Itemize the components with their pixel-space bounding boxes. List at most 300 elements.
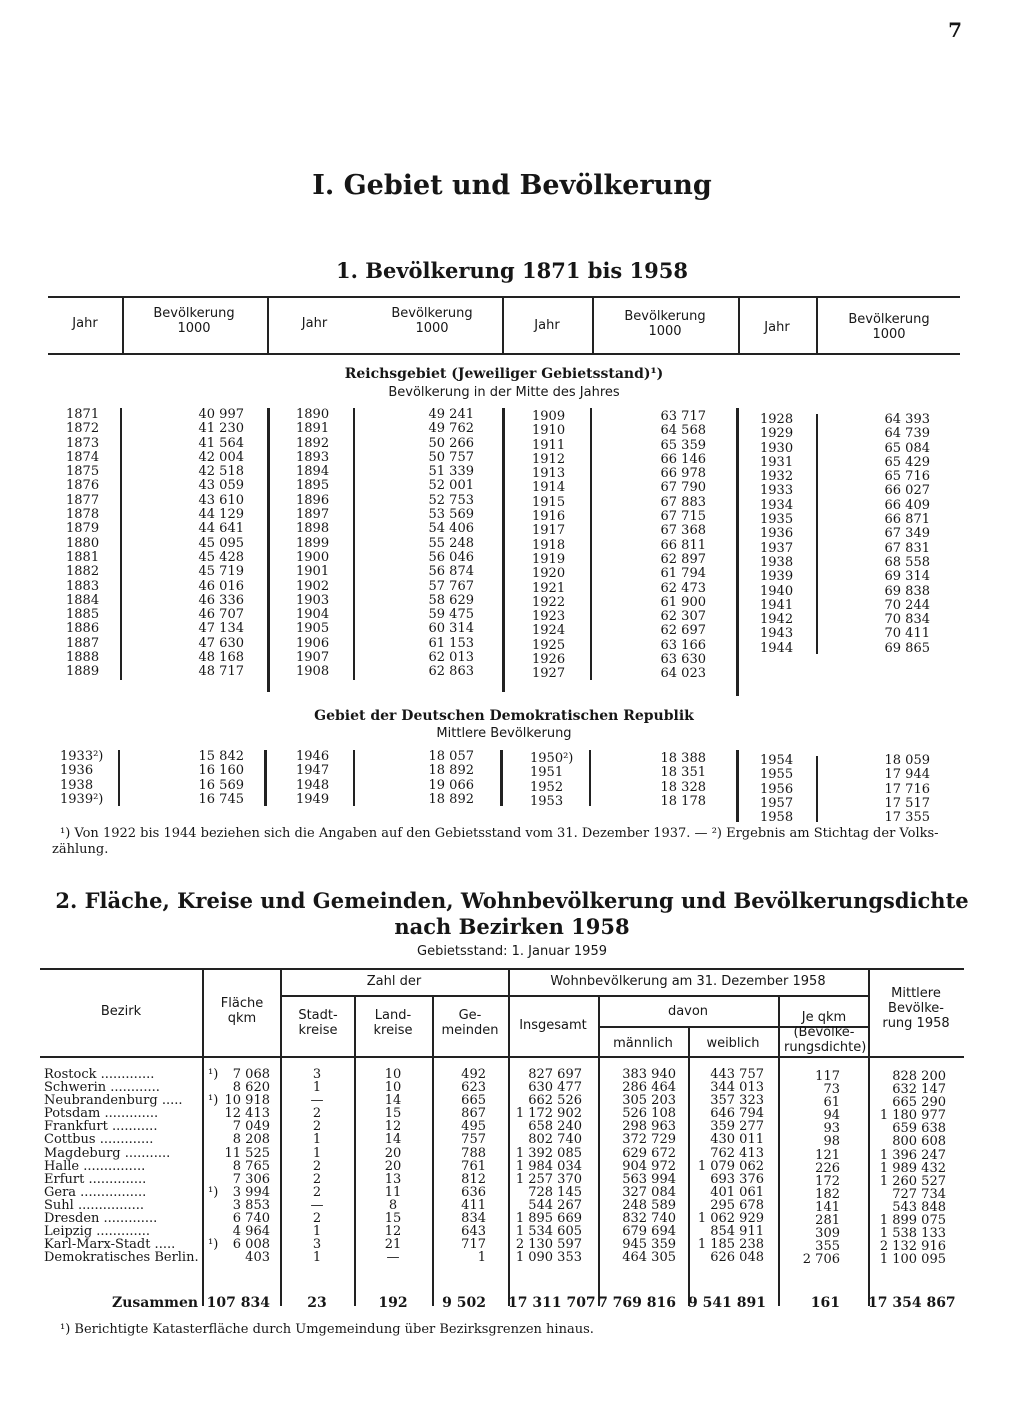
year-cell: 1875 [66,464,100,480]
bezirk-cell: Gera ................ [44,1184,147,1200]
footnote-mark: ¹) [208,1237,219,1253]
weiblich-cell: 357 323 [710,1093,764,1109]
weiblich-cell: 626 048 [710,1250,764,1266]
value-cell: 41 230 [198,421,244,437]
weiblich-cell: 1 079 062 [697,1158,764,1174]
year-cell: 1942 [760,612,794,628]
insgesamt-cell: 1 984 034 [515,1158,582,1174]
col-header-jahr: Jahr [301,316,328,331]
ddr-years-col-4 [760,754,793,825]
year-cell: 1912 [532,451,566,467]
value-cell: 16 160 [198,763,244,779]
stadtkreise-col [280,1068,354,1264]
stadtkreise-cell: 1 [312,1250,322,1266]
year-cell: 1947 [296,763,330,779]
year-cell: 1915 [532,494,566,510]
col-header-je-qkm: Je qkm (Bevölke- rungsdichte) [784,1010,867,1055]
value-cell: 67 831 [884,540,930,556]
gemeinden-cell: 492 [461,1067,486,1082]
table1-title: 1. Bevölkerung 1871 bis 1958 [335,258,689,283]
total-landkreise: 192 [378,1295,408,1311]
dichte-col [778,1070,840,1266]
wohnbev-rule [508,995,868,997]
bezirk-cell: Leipzig ............. [44,1224,150,1240]
maennlich-cell: 832 740 [622,1211,676,1227]
landkreise-cell: 14 [384,1093,402,1109]
dichte-cell: 309 [815,1226,840,1242]
mittlere-cell: 727 734 [892,1186,946,1202]
footnote-mark: ¹) [208,1093,219,1109]
year-cell: 1885 [66,607,100,623]
value-cell: 57 767 [428,578,474,594]
total-weiblich: 9 541 891 [688,1295,766,1311]
mittlere-bevoelkerung-col [868,1070,946,1266]
landkreise-cell: 15 [384,1106,402,1122]
landkreise-cell: 11 [384,1184,402,1200]
stadtkreise-cell: 2 [312,1106,322,1122]
value-cell: 46 707 [198,607,244,623]
ddr-values-col-3 [608,752,706,809]
year-cell: 1881 [66,549,100,565]
insgesamt-cell: 1 534 605 [515,1224,582,1240]
footnote-line: zählung. [52,842,109,857]
body-divider [353,750,355,806]
insgesamt-cell: 544 267 [528,1197,582,1213]
reich-years-col-3 [532,410,565,682]
value-cell: 17 355 [884,810,930,826]
insgesamt-cell: 630 477 [528,1080,582,1096]
body-group-divider [736,750,739,822]
year-cell: 1938 [760,554,794,570]
gemeinden-cell: 788 [461,1145,486,1161]
flaeche-cell: 8 208 [232,1132,270,1148]
col-header-insgesamt: Insgesamt [519,1018,587,1033]
value-cell: 18 351 [660,765,706,781]
flaeche-cell: 7 068 [232,1067,270,1082]
value-cell: 64 739 [884,426,930,442]
col-header-wohnbevoelkerung: Wohnbevölkerung am 31. Dezember 1958 [550,974,826,989]
value-cell: 56 046 [428,549,474,565]
year-cell: 1905 [296,621,330,637]
maennlich-cell: 945 359 [622,1237,676,1253]
year-cell: 1903 [296,592,330,608]
value-cell: 67 883 [660,494,706,510]
maennlich-cell: 298 963 [622,1119,676,1135]
year-cell: 1950²) [530,751,574,766]
gemeinden-cell: 867 [461,1106,486,1122]
mittlere-cell: 1 260 527 [879,1173,946,1189]
value-cell: 47 630 [198,635,244,651]
year-cell: 1938 [60,777,94,793]
mittlere-cell: 828 200 [892,1069,946,1084]
stadtkreise-cell: 1 [312,1145,322,1161]
weiblich-cell: 344 013 [710,1080,764,1096]
body-divider [120,408,122,680]
value-cell: 62 473 [660,580,706,596]
bezirk-col [44,1068,199,1264]
body-divider [816,756,818,822]
year-cell: 1931 [760,454,794,470]
value-cell: 66 811 [660,537,706,553]
year-cell: 1955 [760,767,794,783]
total-insgesamt: 17 311 707 [508,1295,596,1311]
year-cell: 1958 [760,810,794,826]
year-cell: 1932 [760,469,794,485]
weiblich-cell: 443 757 [710,1067,764,1082]
col-header-gemeinden: Ge- meinden [441,1008,499,1038]
weiblich-cell: 401 061 [710,1184,764,1200]
landkreise-cell: 20 [384,1158,402,1174]
bezirk-cell: Suhl ................ [44,1197,145,1213]
table-top-rule [48,296,960,298]
year-cell: 1925 [532,637,566,653]
col-header-jahr: Jahr [534,318,560,333]
value-cell: 45 719 [198,564,244,580]
value-cell: 18 388 [660,751,706,766]
body-group-divider [500,750,503,806]
value-cell: 18 328 [660,779,706,795]
landkreise-cell: 10 [384,1067,402,1082]
year-cell: 1929 [760,426,794,442]
value-cell: 65 429 [884,454,930,470]
bezirke-table [40,968,964,1318]
landkreise-cell: 12 [384,1224,402,1240]
year-cell: 1900 [296,549,330,565]
value-cell: 61 794 [660,566,706,582]
flaeche-col [212,1068,270,1264]
maennlich-cell: 464 305 [622,1250,676,1266]
flaeche-cell: 8 620 [232,1080,270,1096]
year-cell: 1921 [532,580,566,596]
year-cell: 1939 [760,569,794,585]
total-mittlere: 17 354 867 [868,1295,956,1311]
year-cell: 1891 [296,421,330,437]
stadtkreise-cell: 2 [312,1158,322,1174]
dichte-cell: 117 [815,1069,840,1084]
value-cell: 19 066 [428,777,474,793]
value-cell: 55 248 [428,535,474,551]
year-cell: 1896 [296,492,330,508]
gemeinden-cell: 1 [477,1250,486,1266]
mittlere-cell: 665 290 [892,1095,946,1111]
year-cell: 1920 [532,566,566,582]
insgesamt-cell: 1 392 085 [515,1145,582,1161]
population-table-1871-1958 [48,296,960,826]
value-cell: 65 716 [884,469,930,485]
value-cell: 48 168 [198,650,244,666]
header-divider [122,296,124,353]
section-reichsgebiet: Reichsgebiet (Jeweiliger Gebietsstand)¹) [344,366,664,382]
insgesamt-cell: 1 172 902 [515,1106,582,1122]
year-cell: 1914 [532,480,566,496]
gemeinden-cell: 623 [461,1080,486,1096]
body-group-divider [736,408,739,696]
value-cell: 67 368 [660,523,706,539]
gemeinden-cell: 495 [461,1119,486,1135]
value-cell: 67 349 [884,526,930,542]
bezirk-cell: Neubrandenburg ..... [44,1093,183,1109]
ddr-values-col-1 [144,750,244,807]
weiblich-cell: 295 678 [710,1197,764,1213]
ddr-values-col-4 [834,754,930,825]
value-cell: 68 558 [884,554,930,570]
value-cell: 18 059 [884,753,930,768]
year-cell: 1936 [760,526,794,542]
year-cell: 1941 [760,597,794,613]
page-number: 7 [948,18,962,42]
total-label: Zusammen [112,1295,199,1311]
value-cell: 45 095 [198,535,244,551]
year-cell: 1940 [760,583,794,599]
value-cell: 53 569 [428,507,474,523]
ddr-years-col-2 [296,750,329,807]
year-cell: 1890 [296,407,330,422]
year-cell: 1887 [66,635,100,651]
mittlere-cell: 1 538 133 [879,1226,946,1242]
reich-years-col-2 [296,408,329,680]
year-cell: 1951 [530,765,564,781]
col-divider [202,968,204,1306]
year-cell: 1934 [760,497,794,513]
value-cell: 17 716 [884,781,930,797]
maennlich-cell: 327 084 [622,1184,676,1200]
value-cell: 56 874 [428,564,474,580]
bezirk-cell: Potsdam ............. [44,1106,159,1122]
year-cell: 1937 [760,540,794,556]
col-header-mittlere-bevoelkerung: Mittlere Bevölke- rung 1958 [882,986,950,1031]
dichte-cell: 355 [815,1239,840,1255]
gemeinden-cell: 717 [461,1237,486,1253]
weiblich-cell: 646 794 [710,1106,764,1122]
value-cell: 62 897 [660,551,706,567]
stadtkreise-cell: 3 [312,1067,322,1082]
value-cell: 44 641 [198,521,244,537]
value-cell: 67 790 [660,480,706,496]
year-cell: 1953 [530,793,564,809]
year-cell: 1901 [296,564,330,580]
year-cell: 1913 [532,466,566,482]
stadtkreise-cell: 2 [312,1119,322,1135]
value-cell: 41 564 [198,435,244,451]
year-cell: 1872 [66,421,100,437]
col-header-bevoelkerung: Bevölkerung 1000 [848,312,930,342]
dichte-cell: 141 [815,1199,840,1215]
value-cell: 60 314 [428,621,474,637]
year-cell: 1886 [66,621,100,637]
ddr-values-col-2 [372,750,474,807]
value-cell: 44 129 [198,507,244,523]
flaeche-cell: 7 049 [232,1119,270,1135]
weiblich-cell: 1 062 929 [697,1211,764,1227]
value-cell: 47 134 [198,621,244,637]
year-cell: 1880 [66,535,100,551]
value-cell: 43 059 [198,478,244,494]
bezirk-cell: Frankfurt ........... [44,1119,158,1135]
col-header-bevoelkerung: Bevölkerung 1000 [391,306,473,336]
bezirk-cell: Halle ............... [44,1158,146,1174]
value-cell: 63 717 [660,409,706,424]
maennlich-cell: 904 972 [622,1158,676,1174]
stadtkreise-cell: — [310,1197,324,1213]
year-cell: 1911 [532,437,566,453]
year-cell: 1924 [532,623,566,639]
stadtkreise-cell: 1 [312,1132,322,1148]
value-cell: 15 842 [198,749,244,764]
value-cell: 18 178 [660,793,706,809]
value-cell: 46 016 [198,578,244,594]
insgesamt-cell: 1 090 353 [515,1250,582,1266]
ddr-years-col-1 [60,750,103,807]
year-cell: 1946 [296,749,330,764]
mittlere-cell: 543 848 [892,1199,946,1215]
year-cell: 1910 [532,423,566,439]
col-header-landkreise: Land- kreise [373,1008,413,1038]
stadtkreise-cell: 1 [312,1080,322,1096]
reich-years-col-4 [760,413,793,656]
mittlere-cell: 2 132 916 [879,1239,946,1255]
value-cell: 62 013 [428,650,474,666]
dichte-cell: 182 [815,1186,840,1202]
maennlich-cell: 563 994 [622,1171,676,1187]
maennlich-cell: 629 672 [622,1145,676,1161]
col-header-bevoelkerung: Bevölkerung 1000 [624,309,706,339]
chapter-title: I. Gebiet und Bevölkerung [312,170,712,201]
flaeche-cell: 6 008 [232,1237,270,1253]
bezirk-cell: Schwerin ............ [44,1080,160,1096]
value-cell: 16 745 [198,791,244,807]
landkreise-cell: 8 [388,1197,398,1213]
value-cell: 18 892 [428,791,474,807]
mittlere-cell: 659 638 [892,1121,946,1137]
mittlere-cell: 1 989 432 [879,1160,946,1176]
year-cell: 1894 [296,464,330,480]
year-cell: 1917 [532,523,566,539]
table1-footnote [52,826,964,858]
body-group-divider [267,408,270,692]
value-cell: 16 569 [198,777,244,793]
year-cell: 1933²) [60,749,104,764]
value-cell: 46 336 [198,592,244,608]
body-group-divider [502,408,505,692]
col-header-jahr: Jahr [764,320,790,335]
landkreise-cell: 13 [384,1171,402,1187]
year-cell: 1916 [532,509,566,525]
value-cell: 64 393 [884,412,930,427]
section-reichsgebiet-subtitle: Bevölkerung in der Mitte des Jahres [388,385,620,400]
gemeinden-cell: 834 [461,1211,486,1227]
year-cell: 1899 [296,535,330,551]
value-cell: 70 244 [884,597,930,613]
value-cell: 65 359 [660,437,706,453]
value-cell: 52 001 [428,478,474,494]
body-divider [589,750,591,806]
flaeche-cell: 4 964 [232,1224,270,1240]
col-header-stadtkreise: Stadt- kreise [298,1008,338,1038]
year-cell: 1893 [296,449,330,465]
weiblich-cell: 762 413 [710,1145,764,1161]
insgesamt-cell: 827 697 [528,1067,582,1082]
col-header-bevoelkerung: Bevölkerung 1000 [153,306,235,336]
year-cell: 1902 [296,578,330,594]
year-cell: 1904 [296,607,330,623]
value-cell: 49 762 [428,421,474,437]
weiblich-cell: 1 185 238 [697,1237,764,1253]
year-cell: 1882 [66,564,100,580]
value-cell: 69 838 [884,583,930,599]
table-top-rule [40,968,964,970]
value-cell: 51 339 [428,464,474,480]
footnote-mark: ¹) [208,1184,219,1200]
year-cell: 1922 [532,594,566,610]
value-cell: 61 153 [428,635,474,651]
landkreise-col [354,1068,432,1264]
flaeche-cell: 10 918 [224,1093,270,1109]
year-cell: 1898 [296,521,330,537]
year-cell: 1876 [66,478,100,494]
year-cell: 1888 [66,650,100,666]
value-cell: 66 871 [884,512,930,528]
total-gemeinden: 9 502 [442,1295,486,1311]
year-cell: 1928 [760,412,794,427]
total-flaeche: 107 834 [206,1295,270,1311]
year-cell: 1930 [760,440,794,456]
year-cell: 1957 [760,795,794,811]
year-cell: 1918 [532,537,566,553]
header-divider [592,296,594,353]
total-stadtkreise: 23 [307,1295,327,1311]
total-maennlich: 7 769 816 [598,1295,676,1311]
insgesamt-cell: 802 740 [528,1132,582,1148]
header-bottom-rule [48,353,960,355]
landkreise-cell: 10 [384,1080,402,1096]
year-cell: 1943 [760,626,794,642]
bezirk-cell: Dresden ............. [44,1211,158,1227]
gemeinden-cell: 411 [461,1197,486,1213]
dichte-cell: 226 [815,1160,840,1176]
insgesamt-cell: 1 257 370 [515,1171,582,1187]
year-cell: 1889 [66,664,100,680]
insgesamt-cell: 658 240 [528,1119,582,1135]
flaeche-cell: 7 306 [232,1171,270,1187]
year-cell: 1871 [66,407,100,422]
dichte-cell: 172 [815,1173,840,1189]
col-header-flaeche: Fläche qkm [220,996,264,1026]
weiblich-cell: 430 011 [710,1132,764,1148]
mittlere-cell: 1 396 247 [879,1147,946,1163]
dichte-cell: 61 [823,1095,840,1111]
gemeinden-cell: 636 [461,1184,486,1200]
stadtkreise-cell: 2 [312,1171,322,1187]
weiblich-cell: 854 911 [710,1224,764,1240]
value-cell: 61 900 [660,594,706,610]
value-cell: 52 753 [428,492,474,508]
insgesamt-cell: 2 130 597 [515,1237,582,1253]
gemeinden-cell: 643 [461,1224,486,1240]
weiblich-cell: 359 277 [710,1119,764,1135]
year-cell: 1952 [530,779,564,795]
value-cell: 67 715 [660,509,706,525]
header-bottom-rule [40,1056,964,1058]
value-cell: 50 266 [428,435,474,451]
value-cell: 17 517 [884,795,930,811]
bezirk-cell: Cottbus ............. [44,1132,154,1148]
value-cell: 69 314 [884,569,930,585]
ddr-years-col-3 [530,752,573,809]
section-ddr: Gebiet der Deutschen Demokratischen Republik [314,708,694,724]
flaeche-cell: 6 740 [232,1211,270,1227]
value-cell: 63 166 [660,637,706,653]
table2-title-line1: 2. Fläche, Kreise und Gemeinden, Wohnbevölkerung und Bevölkerungsdichte [55,888,969,913]
